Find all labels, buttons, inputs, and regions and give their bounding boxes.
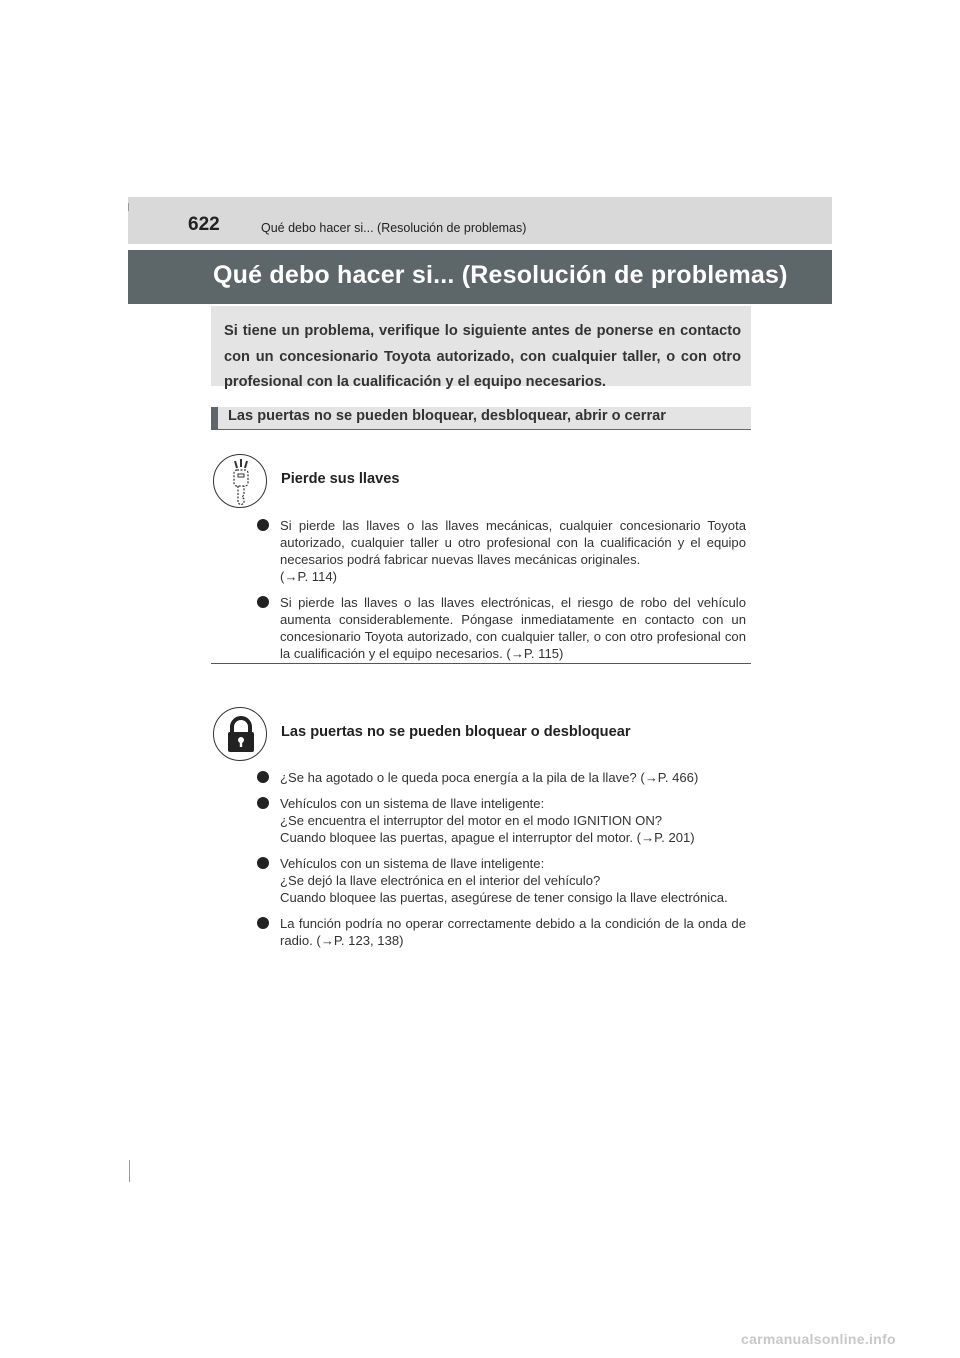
bullet-icon <box>257 917 269 929</box>
bullet-list-lost-keys <box>280 517 746 671</box>
list-item: ¿Se ha agotado o le queda poca energía a la pila de la llave? (→P. 466) <box>280 769 746 786</box>
lost-key-icon <box>213 454 267 508</box>
page-number: 622 <box>188 214 220 235</box>
section-heading: Las puertas no se pueden bloquear, desbloquear, abrir o cerrar <box>211 407 751 430</box>
bullet-icon <box>257 857 269 869</box>
crop-mark <box>128 203 129 211</box>
crop-mark <box>129 1160 130 1182</box>
bullet-list-doors-lock <box>280 769 746 958</box>
list-item: Vehículos con un sistema de llave inteligente: ¿Se dejó la llave electrónica en el interior del vehículo? Cuando bloquee las puertas, asegúrese de tener consigo la llave electrónica. <box>280 855 746 906</box>
bullet-icon <box>257 771 269 783</box>
running-header <box>128 197 832 244</box>
bullet-icon <box>257 797 269 809</box>
intro-text: Si tiene un problema, verifique lo siguiente antes de ponerse en contacto con un concesionario Toyota autorizado, con cualquier taller, o con otro profesional con la cualificación y el equipo necesarios. <box>224 323 741 390</box>
section-divider <box>211 663 751 664</box>
list-item: Si pierde las llaves o las llaves mecánicas, cualquier concesionario Toyota autorizado, cualquier taller u otro profesional con la cualificación y el equipo necesarios podrá fabricar nuevas llaves mecánicas originales. (→P. 114) <box>280 517 746 585</box>
intro-box <box>211 306 751 390</box>
chapter-title: Qué debo hacer si... (Resolución de problemas) <box>213 261 788 289</box>
padlock-icon <box>213 707 267 761</box>
bullet-icon <box>257 596 269 608</box>
chapter-title-band <box>128 250 832 304</box>
list-item: Si pierde las llaves o las llaves electrónicas, el riesgo de robo del vehículo aumenta considerablemente. Póngase inmediatamente en contacto con un concesionario Toyota autorizado, con cualquier taller, o con otro profesional con la cualificación y el equipo necesarios. (→P. 115) <box>280 594 746 662</box>
bullet-icon <box>257 519 269 531</box>
running-title: Qué debo hacer si... (Resolución de problemas) <box>261 221 527 235</box>
list-item: Vehículos con un sistema de llave inteligente: ¿Se encuentra el interruptor del motor en el modo IGNITION ON? Cuando bloquee las puertas, apague el interruptor del motor. (→P. 201) <box>280 795 746 846</box>
watermark: carmanualsonline.info <box>741 1331 896 1347</box>
topic-title-lost-keys: Pierde sus llaves <box>281 471 400 487</box>
topic-title-doors-lock: Las puertas no se pueden bloquear o desbloquear <box>281 724 631 740</box>
list-item: La función podría no operar correctamente debido a la condición de la onda de radio. (→P. 123, 138) <box>280 915 746 949</box>
